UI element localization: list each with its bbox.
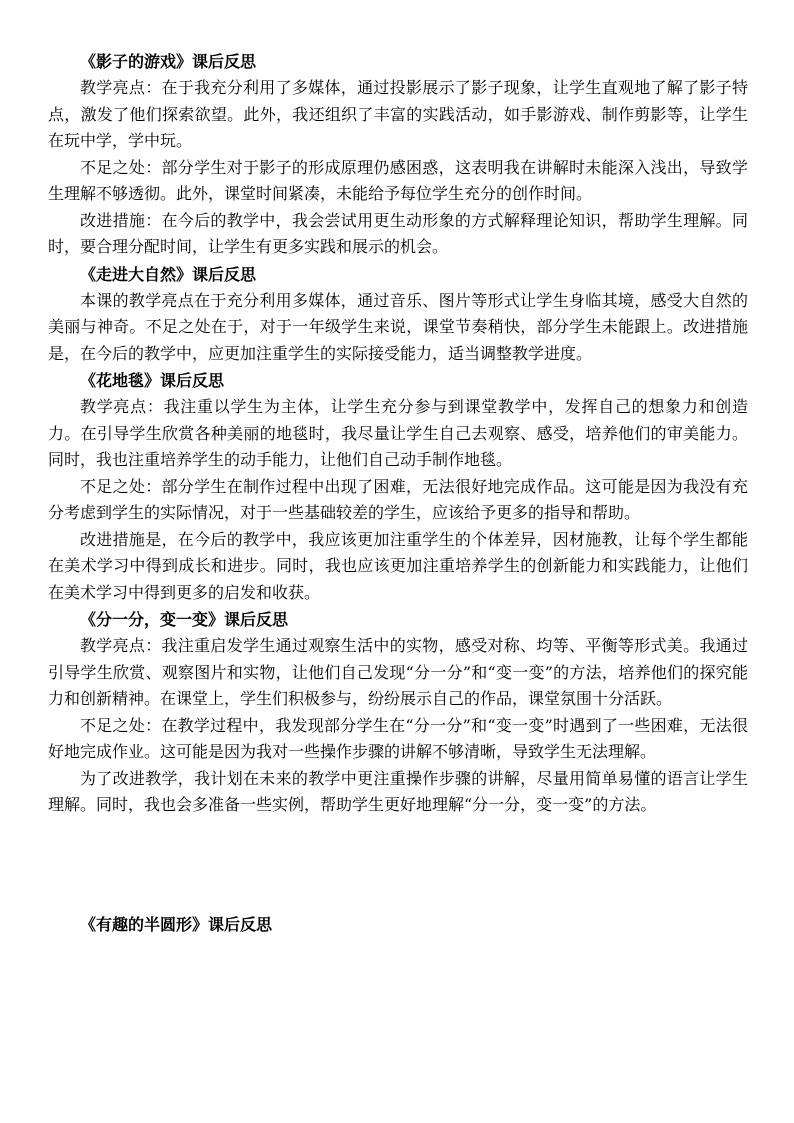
paragraph: 本课的教学亮点在于充分利用多媒体，通过音乐、图片等形式让学生身临其境，感受大自然的美丽与神奇。不足之处在于，对于一年级学生来说，课堂节奏稍快，部分学生未能跟上。改进措施是，在今后的教学中，应更加注重学生的实际接受能力，适当调整教学进度。 — [48, 290, 748, 363]
section-divide-change — [48, 606, 748, 819]
section-title: 《分一分，变一变》课后反思 — [80, 610, 289, 629]
section-semicircle — [48, 911, 748, 938]
section-shadow-game — [48, 48, 748, 261]
page-gap — [48, 819, 748, 911]
paragraph: 教学亮点：我注重以学生为主体，让学生充分参与到课堂教学中，发挥自己的想象力和创造力。在引导学生欣赏各种美丽的地毯时，我尽量让学生自己去观察、感受，培养他们的审美能力。同时，我也注重培养学生的动手能力，让他们自己动手制作地毯。 — [48, 397, 748, 469]
document-page — [48, 48, 748, 938]
section-title: 《有趣的半圆形》课后反思 — [80, 914, 273, 934]
section-flower-carpet — [48, 367, 748, 606]
paragraph: 改进措施是，在今后的教学中，我应该更加注重学生的个体差异，因材施教，让每个学生都能在美术学习中得到成长和进步。同时，我也应该更加注重培养学生的创新能力和实践能力，让他们在美术学习中得到更多的启发和收获。 — [48, 529, 748, 602]
section-title: 《影子的游戏》课后反思 — [80, 52, 257, 71]
paragraph: 为了改进教学，我计划在未来的教学中更注重操作步骤的讲解，尽量用简单易懂的语言让学生理解。同时，我也会多准备一些实例，帮助学生更好地理解“分一分，变一变”的方法。 — [48, 768, 748, 814]
section-into-nature — [48, 261, 748, 368]
paragraph: 不足之处：在教学过程中，我发现部分学生在“分一分”和“变一变”时遇到了一些困难，无法很好地完成作业。这可能是因为我对一些操作步骤的讲解不够清晰，导致学生无法理解。 — [48, 715, 748, 761]
paragraph: 改进措施：在今后的教学中，我会尝试用更生动形象的方式解释理论知识，帮助学生理解。同时，要合理分配时间，让学生有更多实践和展示的机会。 — [48, 210, 748, 256]
section-title: 《走进大自然》课后反思 — [80, 264, 257, 284]
section-title: 《花地毯》课后反思 — [80, 371, 225, 390]
paragraph: 教学亮点：我注重启发学生通过观察生活中的实物，感受对称、均等、平衡等形式美。我通过引导学生欣赏、观察图片和实物，让他们自己发现“分一分”和“变一变”的方法，培养他们的探究能力和创新精神。在课堂上，学生们积极参与，纷纷展示自己的作品，课堂氛围十分活跃。 — [48, 636, 748, 708]
paragraph: 不足之处：部分学生在制作过程中出现了困难，无法很好地完成作品。这可能是因为我没有充分考虑到学生的实际情况，对于一些基础较差的学生，应该给予更多的指导和帮助。 — [48, 476, 748, 522]
paragraph: 教学亮点：在于我充分利用了多媒体，通过投影展示了影子现象，让学生直观地了解了影子特点，激发了他们探索欲望。此外，我还组织了丰富的实践活动，如手影游戏、制作剪影等，让学生在玩中学，学中玩。 — [48, 78, 748, 150]
paragraph: 不足之处：部分学生对于影子的形成原理仍感困惑，这表明我在讲解时未能深入浅出，导致学生理解不够透彻。此外，课堂时间紧凑，未能给予每位学生充分的创作时间。 — [48, 157, 748, 203]
